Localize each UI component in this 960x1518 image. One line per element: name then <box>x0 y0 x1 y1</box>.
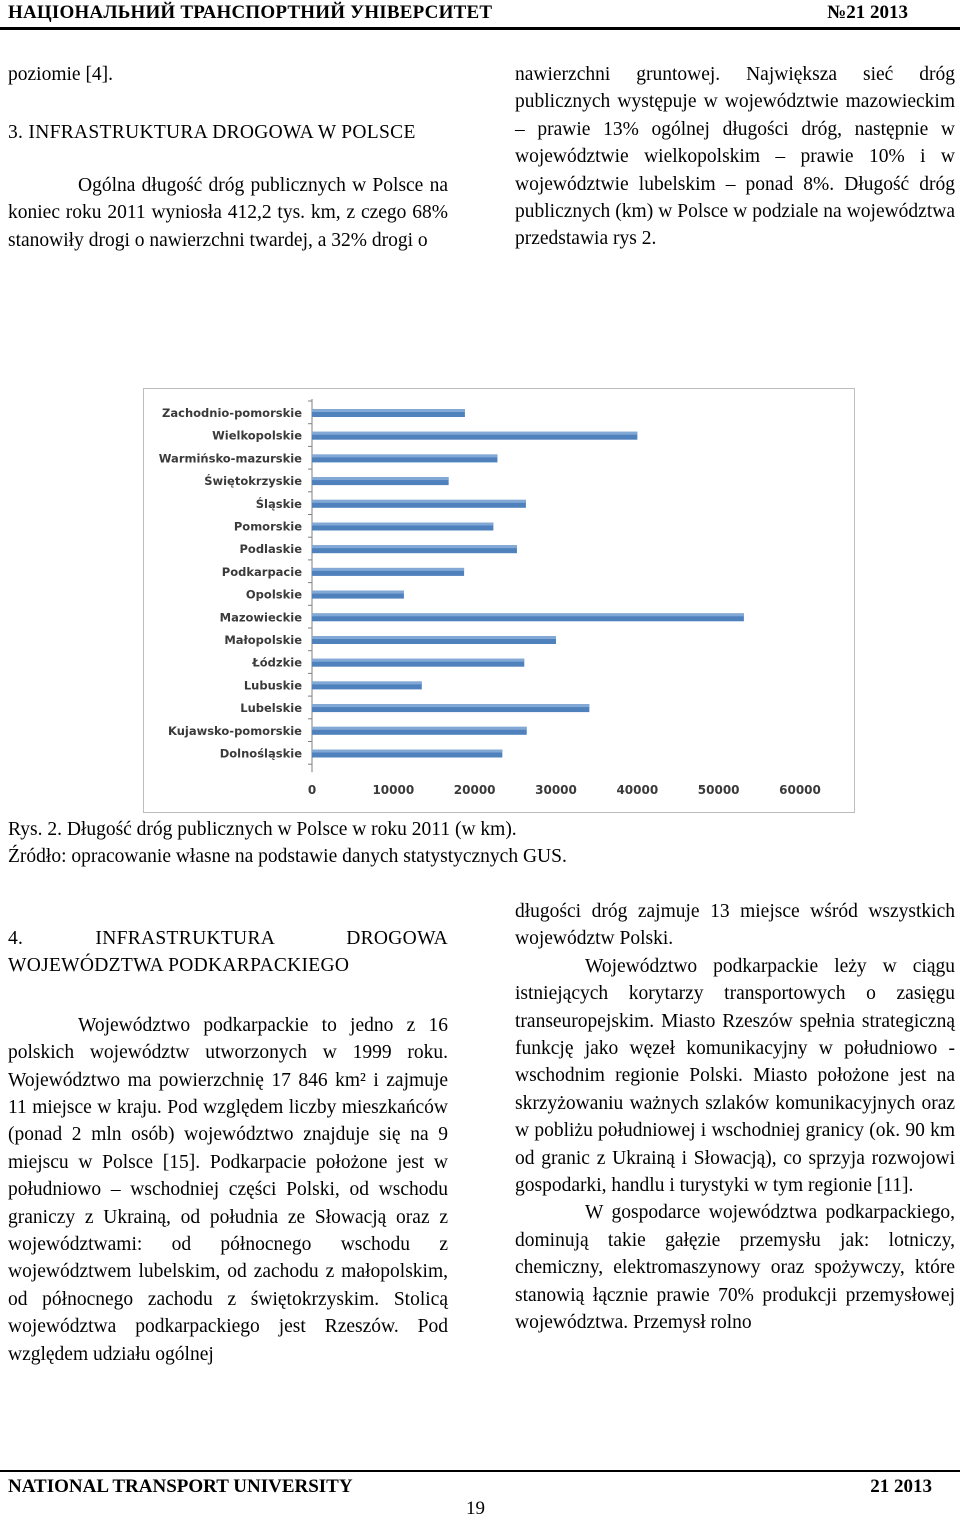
header-university: НАЦІОНАЛЬНИЙ ТРАНСПОРТНИЙ УНІВЕРСИТЕТ <box>8 2 493 23</box>
section2-left-paragraph: Województwo podkarpackie to jedno z 16 polskich województw utworzonych w 1999 roku. Województwo ma powierzchnię 17 846 km² i zajmuje 11 miejsce w kraju. Pod względem liczby mieszkańców (ponad 2 mln osób) województwo znajduje się na 9 miejscu w Polsce [15]. Podkarpacie położone jest w południowo – wschodniej części Polski, od wschodu graniczy z Ukrainą, od południa ze Słowacją oraz z województwami: od północnego wschodu z województwem lubelskim, od zachodu z małopolskim, od północnego zachodu z świętokrzyskim. Stolicą województwa podkarpackiego jest Rzeszów. Pod względem udziału ogólnej <box>8 1014 448 1365</box>
category-label: Lubuskie <box>243 678 302 693</box>
section2-right-paragraph-2: W gospodarce województwa podkarpackiego, dominują takie gałęzie przemysłu jak: lotniczy, chemiczny, elektromaszynowy oraz spożywczy, które stanowią łącznie prawie 70% produkcji przemysłowej województwa. Przemysł rolno <box>515 1202 955 1334</box>
caption-source: Źródło: opracowanie własne na podstawie danych statystycznych GUS. <box>8 846 567 867</box>
section2-right-column <box>515 898 955 1337</box>
x-tick-label: 0 <box>307 783 317 798</box>
bar-highlight <box>312 613 744 616</box>
category-label: Śląskie <box>255 496 302 511</box>
section1-left-column <box>8 61 448 254</box>
bar-highlight <box>312 750 502 753</box>
page-number: 19 <box>466 1498 485 1518</box>
bar-highlight <box>312 500 526 503</box>
bar-highlight <box>312 568 464 571</box>
bar-highlight <box>312 545 517 548</box>
category-label: Dolnośląskie <box>219 746 302 761</box>
category-label: Podkarpacie <box>221 564 302 579</box>
bar-chart-svg <box>144 389 856 814</box>
x-tick-label: 10000 <box>372 783 415 798</box>
bar-highlight <box>312 591 404 594</box>
category-label: Lubelskie <box>240 701 302 716</box>
category-label: Pomorskie <box>233 519 302 534</box>
x-tick-label: 40000 <box>616 783 659 798</box>
category-label: Małopolskie <box>224 633 302 647</box>
section1-left-intro: poziomie [4]. <box>8 64 114 85</box>
header-rule <box>0 27 960 30</box>
section1-right-paragraph: nawierzchni gruntowej. Największa sieć dróg publicznych występuje w województwie mazowieckim – prawie 13% ogólnej długości dróg, następnie w województwie wielkopolskim – prawie 10% i w województwie lubelskim – ponad 8%. Długość dróg publicznych (km) w Polsce w podziale na województwa przedstawia rys 2. <box>515 64 955 250</box>
footer-university: NATIONAL TRANSPORT UNIVERSITY <box>8 1476 353 1497</box>
bar-highlight <box>312 454 497 457</box>
section2-left-column <box>8 925 448 1368</box>
x-tick-label: 20000 <box>453 783 496 798</box>
category-label: Podlaskie <box>239 542 302 557</box>
category-label: Kujawsko-pomorskie <box>167 723 302 738</box>
category-label: Świętokrzyskie <box>204 474 302 489</box>
bar-highlight <box>312 681 422 684</box>
x-tick-label: 60000 <box>779 783 821 798</box>
bar-highlight <box>312 659 524 662</box>
road-length-chart <box>143 388 855 813</box>
footer-issue: 21 2013 <box>870 1476 932 1497</box>
category-label: Łódzkie <box>252 655 302 670</box>
caption-title: Rys. 2. Długość dróg publicznych w Polsce w roku 2011 (w km). <box>8 819 517 840</box>
page-header <box>0 0 960 28</box>
bar-highlight <box>312 636 556 639</box>
category-label: Mazowieckie <box>219 610 302 625</box>
category-label: Wielkopolskie <box>212 428 302 443</box>
section4-heading: 4. INFRASTRUKTURA DROGOWA WOJEWÓDZTWA PODKARPACKIEGO <box>8 928 448 977</box>
header-issue: №21 2013 <box>827 2 908 23</box>
bar-highlight <box>312 704 589 707</box>
section1-right-column <box>515 61 955 253</box>
footer-rule <box>0 1470 960 1472</box>
bar-highlight <box>312 523 493 526</box>
bar-highlight <box>312 409 465 412</box>
section2-right-paragraph-0: długości dróg zajmuje 13 miejsce wśród wszystkich województw Polski. <box>515 901 955 950</box>
bar-highlight <box>312 477 449 480</box>
bar-highlight <box>312 727 527 730</box>
x-tick-label: 50000 <box>697 783 740 798</box>
figure-caption <box>8 816 908 870</box>
bar-highlight <box>312 432 637 435</box>
category-label: Warmińsko-mazurskie <box>158 451 302 466</box>
section3-heading: 3. INFRASTRUKTURA DROGOWA W POLSCE <box>8 122 416 144</box>
category-label: Zachodnio-pomorskie <box>162 406 302 420</box>
category-label: Opolskie <box>245 587 302 602</box>
section2-right-paragraph-1: Województwo podkarpackie leży w ciągu istniejących korytarzy transportowych o zasięgu transeuropejskim. Miasto Rzeszów spełnia strategiczną funkcję jako węzeł komunikacyjny w południowo - wschodnim regionie Polski. Miasto położone jest na skrzyżowaniu ważnych szlaków komunikacyjnych oraz w pobliżu południowej i wschodniej granicy (ok. 90 km od granic z Ukrainą i Słowacją), co sprzyja rozwojowi gospodarki, handlu i turystyki w tym regionie [11]. <box>515 955 955 1197</box>
section1-left-paragraph: Ogólna długość dróg publicznych w Polsce na koniec roku 2011 wyniosła 412,2 tys. km, z czego 68% stanowiły drogi o nawierzchni twardej, a 32% drogi o <box>8 174 448 251</box>
x-tick-label: 30000 <box>535 783 577 798</box>
